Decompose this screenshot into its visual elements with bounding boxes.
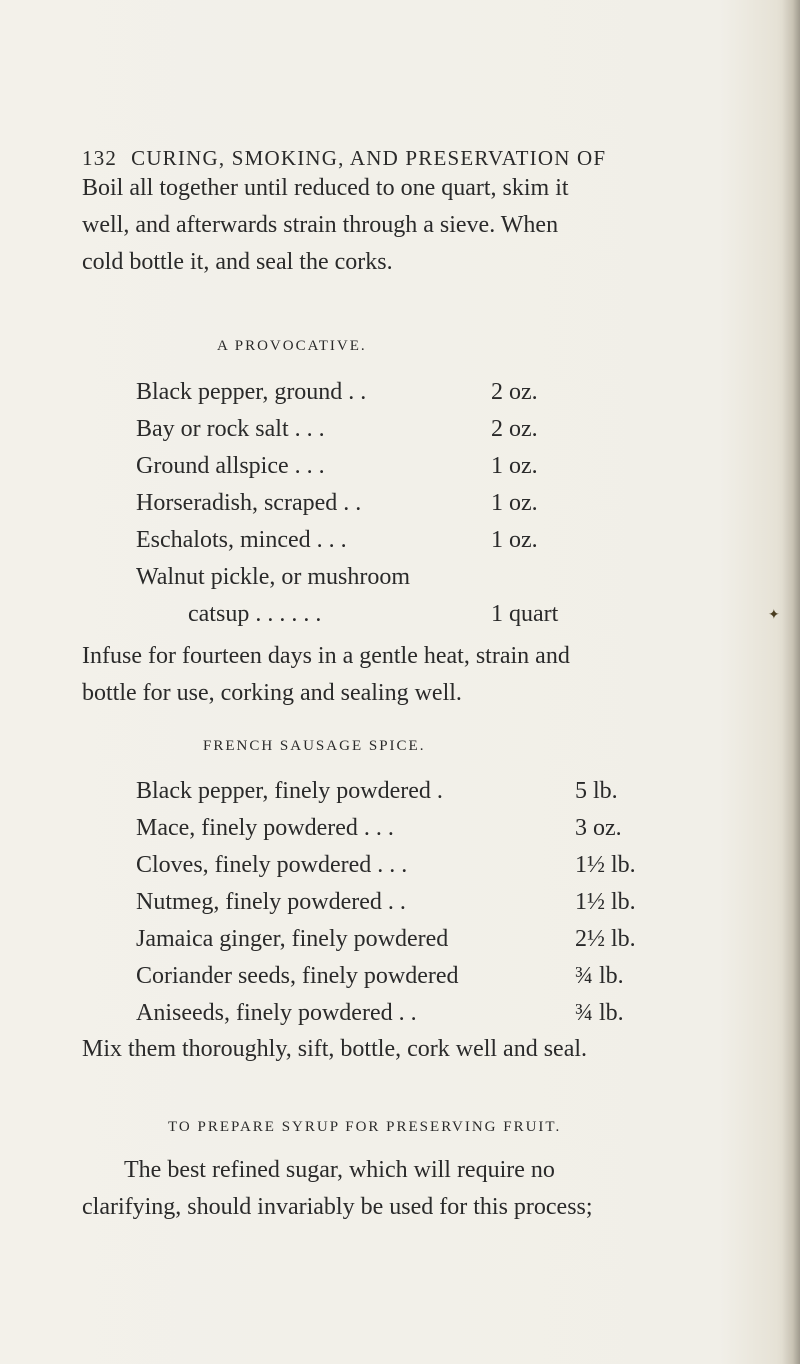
ingredient-quantity: 1 oz. bbox=[491, 527, 538, 553]
text-line: well, and afterwards strain through a sieve. When bbox=[82, 212, 559, 238]
french-sausage-spice-instructions bbox=[82, 1031, 730, 1068]
ingredient-quantity: 2½ lb. bbox=[575, 926, 636, 952]
syrup-paragraph bbox=[82, 1152, 730, 1226]
ingredient-row bbox=[136, 773, 736, 810]
ingredient-row bbox=[136, 995, 736, 1032]
ingredient-quantity: 5 lb. bbox=[575, 778, 618, 804]
ingredient-row bbox=[136, 559, 656, 596]
ingredient-name: Ground allspice . . . bbox=[136, 453, 325, 479]
ingredient-quantity: 1½ lb. bbox=[575, 852, 636, 878]
ingredient-quantity: 1½ lb. bbox=[575, 889, 636, 915]
ingredient-quantity: 1 oz. bbox=[491, 453, 538, 479]
ingredient-quantity: 2 oz. bbox=[491, 416, 538, 442]
section-title-provocative: A PROVOCATIVE. bbox=[217, 338, 367, 354]
ingredient-row bbox=[136, 884, 736, 921]
ingredient-name: Mace, finely powdered . . . bbox=[136, 815, 394, 841]
ingredient-name: Walnut pickle, or mushroom bbox=[136, 564, 411, 590]
intro-paragraph bbox=[82, 170, 730, 281]
ingredient-row bbox=[136, 810, 736, 847]
page-number: 132 bbox=[82, 146, 118, 170]
section-title-french-sausage-spice: FRENCH SAUSAGE SPICE. bbox=[203, 738, 426, 754]
ingredient-name: catsup . . . . . . bbox=[188, 601, 322, 627]
text-line: Infuse for fourteen days in a gentle heat, strain and bbox=[82, 643, 570, 669]
ingredient-name: Nutmeg, finely powdered . . bbox=[136, 889, 406, 915]
text-line: bottle for use, corking and sealing well. bbox=[82, 680, 462, 706]
ingredient-name: Aniseeds, finely powdered . . bbox=[136, 1000, 417, 1026]
ingredient-row bbox=[136, 596, 656, 633]
page-edge-shadow bbox=[782, 0, 800, 1364]
ingredient-name: Black pepper, finely powdered . bbox=[136, 778, 443, 804]
ingredient-name: Coriander seeds, finely powdered bbox=[136, 963, 459, 989]
french-sausage-spice-ingredients bbox=[136, 773, 736, 1032]
ingredient-name: Cloves, finely powdered . . . bbox=[136, 852, 408, 878]
provocative-instructions bbox=[82, 638, 730, 712]
text-line: Mix them thoroughly, sift, bottle, cork well and seal. bbox=[82, 1036, 588, 1062]
ingredient-row bbox=[136, 374, 656, 411]
ingredient-quantity: 1 oz. bbox=[491, 490, 538, 516]
running-title: CURING, SMOKING, AND PRESERVATION OF bbox=[131, 146, 607, 170]
ingredient-name: Horseradish, scraped . . bbox=[136, 490, 362, 516]
ingredient-name: Black pepper, ground . . bbox=[136, 379, 367, 405]
ingredient-quantity: 2 oz. bbox=[491, 379, 538, 405]
ink-speck-mark: ✦ bbox=[768, 608, 780, 623]
ingredient-row bbox=[136, 921, 736, 958]
ingredient-quantity: ¾ lb. bbox=[575, 963, 624, 989]
ingredient-quantity: 3 oz. bbox=[575, 815, 622, 841]
provocative-ingredients bbox=[136, 374, 656, 633]
section-title-syrup: TO PREPARE SYRUP FOR PRESERVING FRUIT. bbox=[168, 1119, 562, 1135]
ingredient-row bbox=[136, 958, 736, 995]
ingredient-row bbox=[136, 485, 656, 522]
ingredient-name: Bay or rock salt . . . bbox=[136, 416, 325, 442]
ingredient-name: Jamaica ginger, finely powdered bbox=[136, 926, 449, 952]
ingredient-row bbox=[136, 847, 736, 884]
text-line: The best refined sugar, which will require no bbox=[124, 1157, 555, 1183]
ingredient-quantity: ¾ lb. bbox=[575, 1000, 624, 1026]
ingredient-quantity: 1 quart bbox=[491, 601, 559, 627]
ingredient-name: Eschalots, minced . . . bbox=[136, 527, 347, 553]
text-line: clarifying, should invariably be used for this process; bbox=[82, 1194, 593, 1220]
text-line: Boil all together until reduced to one quart, skim it bbox=[82, 175, 569, 201]
ingredient-row bbox=[136, 411, 656, 448]
ingredient-row bbox=[136, 448, 656, 485]
running-header bbox=[82, 146, 606, 171]
text-line: cold bottle it, and seal the corks. bbox=[82, 249, 393, 275]
ingredient-row bbox=[136, 522, 656, 559]
